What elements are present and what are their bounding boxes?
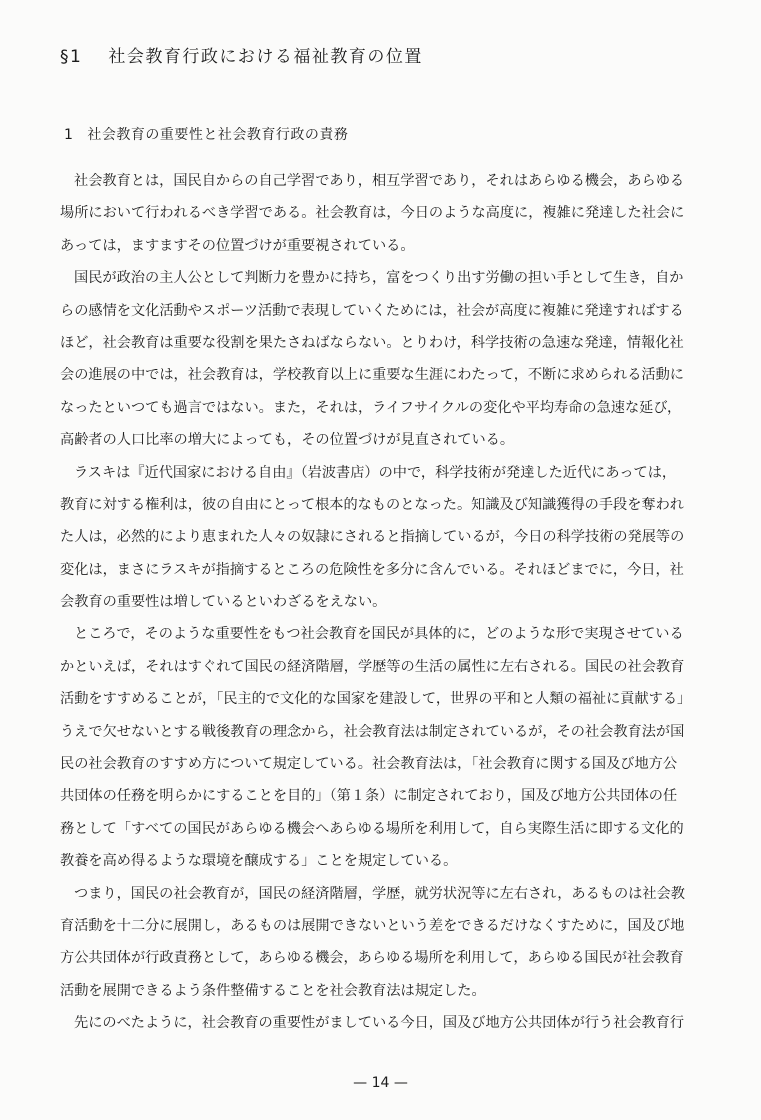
section-heading <box>60 42 423 67</box>
text-line: なったといつても過言ではない。また，それは，ライフサイクルの変化や平均寿命の急速な延び， <box>60 399 682 416</box>
text-line: ほど，社会教育は重要な役割を果たさねばならない。とりわけ，科学技術の急速な発達，情報化社 <box>60 334 684 351</box>
text-line: 育活動を十二分に展開し，あるものは展開できないという差をできるだけなくすために，国及び地 <box>60 917 685 934</box>
text-line: 教養を高め得るような環境を醸成する」ことを規定している。 <box>60 853 458 870</box>
subsection-title: 社会教育の重要性と社会教育行政の責務 <box>87 127 349 143</box>
subsection-heading <box>64 124 348 144</box>
text-line: 教育に対する権利は，彼の自由にとって根本的なものとなった。知識及び知識獲得の手段を奪われ <box>60 496 684 513</box>
text-line: らの感情を文化活動やスポーツ活動で表現していくためには，社会が高度に複雑に発達すればする <box>60 302 684 319</box>
text-line: ところで，そのような重要性をもつ社会教育を国民が具体的に，どのような形で実現させている <box>74 626 684 643</box>
text-line: 共団体の任務を明らかにすることを目的」（第１条）に制定されており，国及び地方公共団体の任 <box>60 788 678 805</box>
text-line: 高齢者の人口比率の増大によっても，その位置づけが見直されている。 <box>60 432 515 449</box>
text-line: 活動をすすめることが，「民主的で文化的な国家を建設して，世界の平和と人類の福祉に貢献する」 <box>60 691 692 708</box>
text-line: ラスキは『近代国家における自由』（岩波書店）の中で，科学技術が発達した近代にあっては， <box>74 464 677 481</box>
text-line: かといえば，それはすぐれて国民の経済階層，学歴等の生活の属性に左右される。国民の社会教育 <box>60 658 685 675</box>
text-line: 場所において行われるべき学習である。社会教育は，今日のような高度に，複雑に発達した社会に <box>60 205 685 222</box>
text-line: 方公共団体が行政責務として，あらゆる機会，あらゆる場所を利用して，あらゆる国民が社会教育 <box>60 950 684 967</box>
text-line: 変化は，まさにラスキが指摘するところの危険性を多分に含んでいる。それほどまでに，今日，社 <box>60 561 684 578</box>
section-title: 社会教育行政における福祉教育の位置 <box>108 47 423 67</box>
text-line: 活動を展開できるよう条件整備することを社会教育法は規定した。 <box>60 982 486 999</box>
page-number: — 14 — <box>353 1075 408 1091</box>
text-line: 国民が政治の主人公として判断力を豊かに持ち，富をつくり出す労働の担い手として生き，自か <box>74 270 684 287</box>
body-text <box>60 165 718 1040</box>
text-line: あっては，ますますその位置づけが重要視されている。 <box>60 237 415 254</box>
text-line: 務として「すべての国民があらゆる機会へあらゆる場所を利用して，自ら実際生活に即する文化的 <box>60 820 684 837</box>
subsection-number: 1 <box>64 127 74 143</box>
text-line: た人は，必然的により恵まれた人々の奴隷にされると指摘しているが，今日の科学技術の発展等の <box>60 529 685 546</box>
text-line: 会の進展の中では，社会教育は，学校教育以上に重要な生涯にわたって，不断に求められる活動に <box>60 367 684 384</box>
text-line: 社会教育とは，国民自からの自己学習であり，相互学習であり，それはあらゆる機会，あらゆる <box>74 173 685 189</box>
text-line: つまり，国民の社会教育が，国民の経済階層，学歴，就労状況等に左右され，あるものは社会教 <box>74 885 685 902</box>
text-line: 会教育の重要性は増しているといわざるをえない。 <box>60 594 387 611</box>
text-line: 先にのべたように，社会教育の重要性がましている今日，国及び地方公共団体が行う社会教育行 <box>74 1015 685 1032</box>
text-line: 民の社会教育のすすめ方について規定している。社会教育法は，「社会教育に関する国及び地方公 <box>60 756 678 773</box>
section-number: §1 <box>60 47 83 67</box>
text-line: うえで欠せないとする戦後教育の理念から，社会教育法は制定されているが，その社会教育法が国 <box>60 723 685 740</box>
